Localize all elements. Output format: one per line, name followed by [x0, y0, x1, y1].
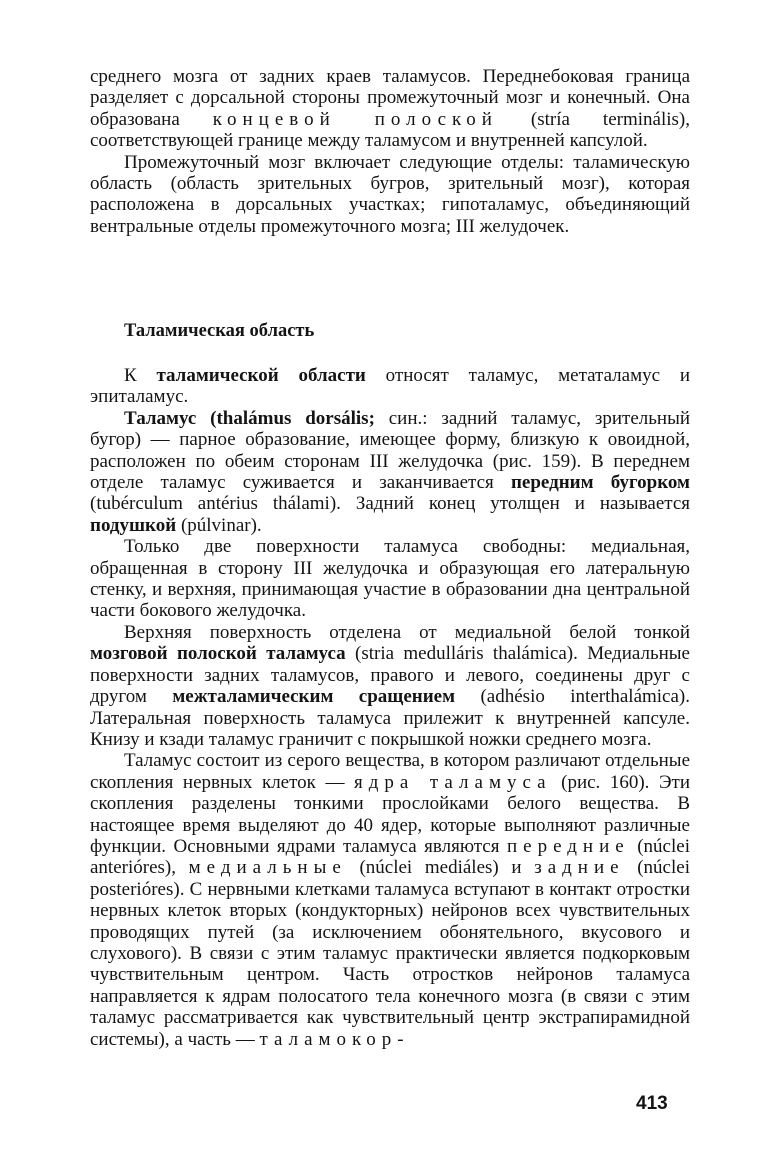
spaced-term: медиальные	[188, 857, 347, 879]
bold-term: межталамическим сращением	[172, 686, 456, 708]
section-heading: Таламическая область	[124, 321, 315, 341]
text-run: син.: задний таламус, зрительный бугор) — парное образование, имеющее форму, близкую к овоидной, расположен по обеим сторонам III желудочка (рис. 159). В переднем отделе таламус суживается и заканчивается	[90, 407, 691, 494]
body-paragraph-2	[90, 408, 690, 536]
text-run: (núclei posterióres). С нервными клетками таламуса вступают в контакт отростки нервных клеток вторых (кондукторных) нейронов всех чувствительных проводящих путей (за исключением обонятельного, вкусового и слухового). В связи с этим таламус практически является подкорковым чувствительным центром. Часть отростков нейронов таламуса направляется к ядрам полосатого тела конечного мозга (в связи с этим таламус рассматривается как чувствительный центр экстрапирамидной системы), а часть —	[90, 857, 690, 1050]
text-run: (stría terminális), соответствующей границе между таламусом и внутренней капсулой.	[90, 108, 690, 152]
spaced-term: ядра таламуса	[354, 771, 552, 793]
text-run: среднего мозга от задних краев таламусов. Переднебоковая граница разделяет с дорсальной стороны промежуточный мозг и конечный. Она образована	[90, 66, 690, 130]
text-run: (púlvinar).	[176, 514, 262, 536]
text-run: Таламус состоит из серого вещества, в котором различают отдельные скопления нервных клеток —	[90, 750, 690, 793]
body-paragraph-1	[90, 365, 690, 408]
bold-term: таламической области	[156, 365, 366, 386]
text-run: (adhésio interthalámica). Латеральная поверхность таламуса прилежит к внутренней капсуле. Книзу и кзади таламус граничит с покрышкой ножки среднего мозга.	[90, 686, 690, 750]
text-run: (núclei anterióres),	[90, 835, 690, 879]
spaced-term: таламокор-	[259, 1028, 410, 1050]
body-paragraph-3: Только две поверхности таламуса свободны: медиальная, обращенная в сторону III желудочка и образующая его латеральную стенку, и верхняя, принимающая участие в образовании дна центральной части бокового желудочка.	[90, 536, 690, 622]
body-text	[90, 365, 690, 1050]
spaced-term: концевой полоской	[212, 108, 498, 130]
bold-term: Таламус (thalámus dorsális;	[124, 407, 375, 429]
text-run: К	[124, 365, 157, 386]
intro-paragraph-2: Промежуточный мозг включает следующие отделы: таламическую область (область зрительных бугров, зрительный мозг), которая расположена в дорсальных участках; гипоталамус, объединяющий вентральные отделы промежуточного мозга; III желудочек.	[90, 151, 690, 237]
body-paragraph-5	[90, 750, 690, 1050]
text-run: (tubérculum antérius thálami). Задний конец утолщен и называется	[90, 493, 690, 515]
bold-term: мозговой полоской таламуса	[90, 643, 346, 665]
text-run: (stria medulláris thalámica). Медиальные поверхности задних таламусов, правого и левого, соединены друг с другом	[90, 643, 690, 708]
bold-term: передним бугорком	[510, 472, 690, 494]
body-paragraph-4	[90, 622, 690, 750]
text-run: (рис. 160). Эти скопления разделены тонкими прослойками белого вещества. В настоящее время выделяют до 40 ядер, которые выполняют различные функции. Основными ядрами таламуса являются	[90, 771, 690, 857]
intro-paragraph-1	[90, 66, 690, 152]
page-number: 413	[636, 1093, 668, 1114]
text-run: относят таламус, метаталамус и эпиталамус.	[90, 365, 690, 408]
bold-term: подушкой	[90, 514, 177, 536]
spaced-term: задние	[534, 857, 625, 879]
intro-text	[90, 66, 690, 237]
spaced-term: передние	[506, 835, 630, 857]
text-run: Верхняя поверхность отделена от медиальной белой тонкой	[124, 621, 690, 643]
text-run: (núclei mediáles) и	[346, 857, 535, 879]
